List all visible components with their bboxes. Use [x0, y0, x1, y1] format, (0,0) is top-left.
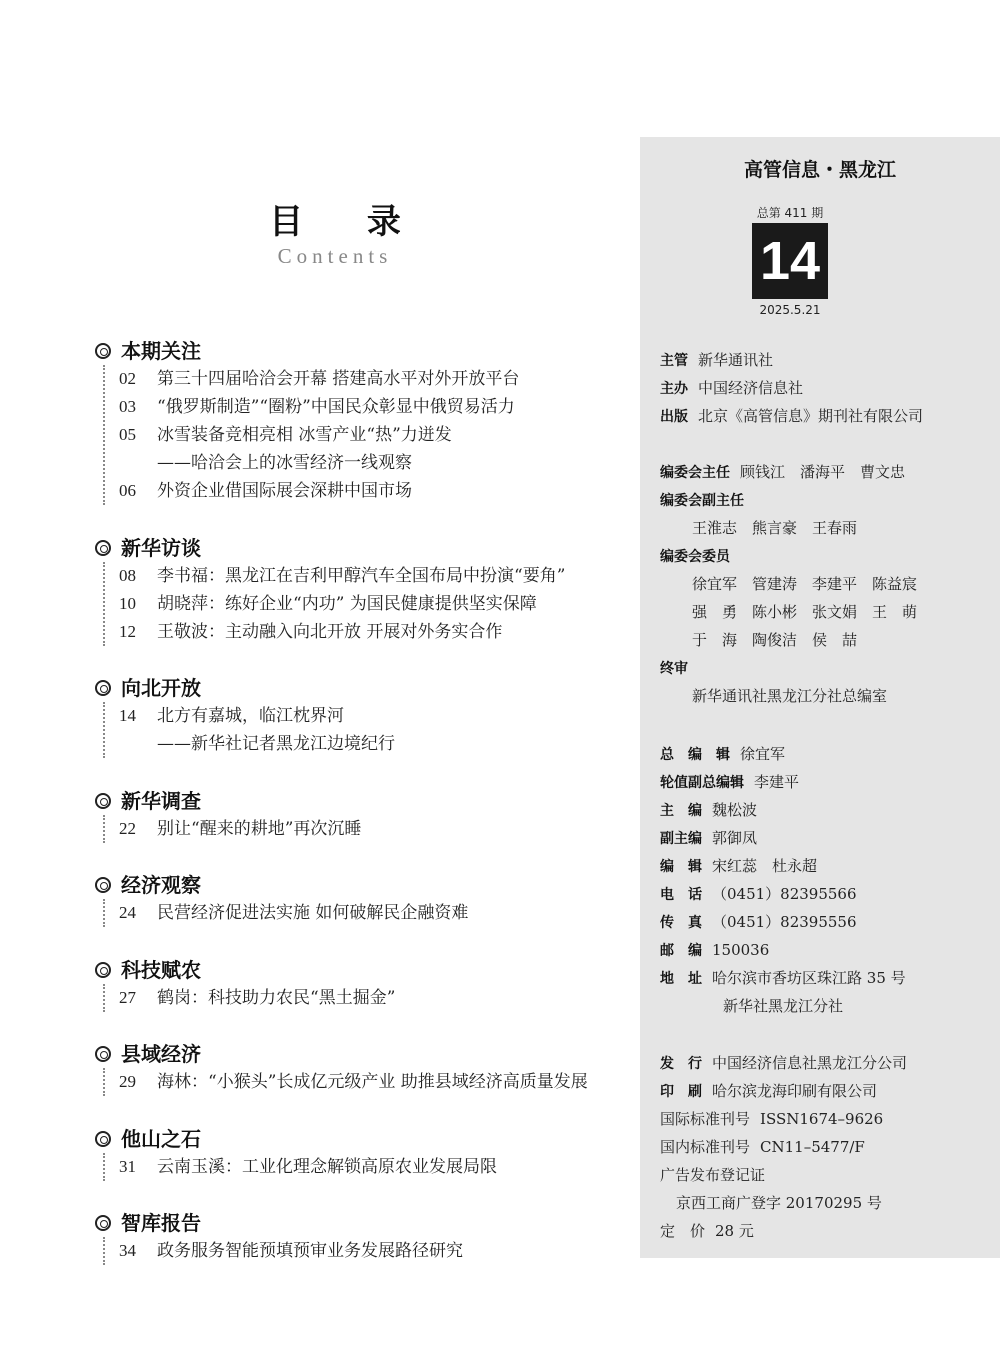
page-number: 29 — [119, 1072, 136, 1091]
toc-entry-subtitle — [119, 449, 640, 477]
final-review-value: 新华通讯社黑龙江分社总编室 — [692, 687, 888, 705]
postcode-value: 150036 — [712, 941, 770, 959]
entry-title: 王敬波：主动融入向北开放 开展对外务实合作 — [157, 622, 503, 642]
masthead-row — [660, 598, 917, 626]
entry-list — [103, 365, 640, 505]
masthead-row — [660, 740, 785, 769]
double-circle-icon — [95, 877, 111, 893]
organizer-value: 中国经济信息社 — [698, 379, 804, 397]
distribution-label: 发 行 — [660, 1056, 702, 1072]
fax-label: 传 真 — [660, 915, 702, 931]
editors-label: 编 辑 — [660, 859, 702, 875]
page-number: 06 — [119, 481, 136, 500]
chief-editor-value: 魏松波 — [712, 801, 758, 819]
masthead-row — [660, 1049, 907, 1078]
masthead-row — [660, 1217, 754, 1245]
editor-in-chief-value: 徐宜军 — [740, 745, 786, 763]
printing-label: 印 刷 — [660, 1084, 702, 1100]
toc-entry[interactable] — [119, 1153, 640, 1181]
page-number: 14 — [119, 706, 136, 725]
masthead-row — [660, 992, 843, 1020]
price-label: 定 价 — [660, 1222, 706, 1240]
toc-entry[interactable] — [119, 365, 640, 393]
toc-entry[interactable] — [119, 477, 640, 505]
entry-title: 李书福：黑龙江在吉利甲醇汽车全国布局中扮演“要角” — [157, 566, 566, 586]
toc-section — [95, 674, 640, 758]
phone-label: 电 话 — [660, 887, 702, 903]
printing-value: 哈尔滨龙海印刷有限公司 — [712, 1082, 878, 1100]
toc-entry[interactable] — [119, 702, 640, 730]
masthead-row — [660, 626, 857, 654]
entry-title: 政务服务智能预填预审业务发展路径研究 — [157, 1241, 463, 1261]
section-title: 智库报告 — [121, 1211, 201, 1235]
board-members-value: 于 海 陶俊洁 侯 喆 — [692, 631, 858, 649]
double-circle-icon — [95, 343, 111, 359]
masthead-row — [660, 824, 757, 853]
issue-number: 14 — [752, 223, 828, 299]
section-heading — [95, 1209, 640, 1237]
entry-list — [103, 899, 640, 927]
masthead-row — [660, 402, 923, 431]
masthead-row — [660, 908, 857, 937]
publisher-value: 北京《高管信息》期刊社有限公司 — [698, 407, 924, 425]
toc-section — [95, 1209, 640, 1265]
page-number: 08 — [119, 566, 136, 585]
masthead-row — [660, 1161, 765, 1189]
toc-entry[interactable] — [119, 393, 640, 421]
section-title: 科技赋农 — [121, 958, 201, 982]
fax-value: （0451）82395556 — [712, 913, 857, 931]
section-heading — [95, 337, 640, 365]
address-label: 地 址 — [660, 971, 702, 987]
entry-title: “俄罗斯制造”“圈粉”中国民众彰显中俄贸易活力 — [157, 397, 515, 417]
toc-subtitle: Contents — [277, 244, 393, 268]
toc-section — [95, 1040, 640, 1096]
section-title: 本期关注 — [121, 339, 201, 363]
issn-label: 国际标准刊号 — [660, 1110, 751, 1128]
toc-entry[interactable] — [119, 421, 640, 449]
cn-label: 国内标准刊号 — [660, 1138, 751, 1156]
section-heading — [95, 534, 640, 562]
page-number: 34 — [119, 1241, 136, 1260]
toc-entry[interactable] — [119, 1237, 640, 1265]
board-chair-value: 顾钱江 潘海平 曹文忠 — [740, 463, 906, 481]
double-circle-icon — [95, 962, 111, 978]
board-vice-value: 王淮志 熊言豪 王春雨 — [692, 519, 858, 537]
sponsor-value: 新华通讯社 — [698, 351, 774, 369]
entry-title: 海林：“小猴头”长成亿元级产业 助推县域经济高质量发展 — [157, 1072, 588, 1092]
toc-entry[interactable] — [119, 984, 640, 1012]
section-heading — [95, 1040, 640, 1068]
section-heading — [95, 1125, 640, 1153]
postcode-label: 邮 编 — [660, 943, 702, 959]
masthead-row — [660, 1077, 877, 1106]
page-number: 02 — [119, 369, 136, 388]
masthead-row — [660, 880, 857, 909]
toc-entry[interactable] — [119, 899, 640, 927]
section-title: 向北开放 — [121, 676, 201, 700]
masthead-row — [660, 542, 730, 571]
masthead-row — [660, 964, 906, 993]
magazine-title: 高管信息・黑龙江 — [743, 159, 896, 181]
page-number: 10 — [119, 594, 136, 613]
sponsor-label: 主管 — [660, 353, 688, 369]
page-number: 03 — [119, 397, 136, 416]
section-title: 新华调查 — [121, 789, 201, 813]
entry-list — [103, 1153, 640, 1181]
page-number: 24 — [119, 903, 136, 922]
masthead-row — [660, 486, 744, 515]
section-heading — [95, 787, 640, 815]
masthead-row — [660, 458, 905, 487]
ad-license-value: 京西工商广登字 20170295 号 — [676, 1194, 882, 1212]
section-heading — [95, 871, 640, 899]
entry-title: 鹤岗：科技助力农民“黑土掘金” — [157, 988, 396, 1008]
ad-license-label: 广告发布登记证 — [660, 1166, 766, 1184]
distribution-value: 中国经济信息社黑龙江分公司 — [712, 1054, 908, 1072]
page-number: 05 — [119, 425, 136, 444]
toc-entry[interactable] — [119, 562, 640, 590]
section-heading — [95, 674, 640, 702]
entry-subtitle: ——新华社记者黑龙江边境纪行 — [157, 734, 395, 754]
section-title: 新华访谈 — [121, 536, 201, 560]
toc-section — [95, 1125, 640, 1181]
entry-list — [103, 1237, 640, 1265]
board-members-value: 徐宜军 管建涛 李建平 陈益宸 — [692, 575, 918, 593]
issue-date: 2025.5.21 — [759, 303, 821, 317]
page-number: 12 — [119, 622, 136, 641]
entry-list — [103, 815, 640, 843]
address-value: 新华社黑龙江分社 — [723, 997, 844, 1015]
masthead-row — [660, 514, 857, 542]
section-heading — [95, 956, 640, 984]
entry-title: 冰雪装备竞相亮相 冰雪产业“热”力迸发 — [157, 425, 452, 445]
toc-section — [95, 337, 640, 505]
masthead-row — [676, 1189, 882, 1217]
editor-in-chief-label: 总 编 辑 — [660, 747, 730, 763]
masthead-row — [660, 768, 799, 797]
publisher-label: 出版 — [660, 409, 688, 425]
masthead-row — [660, 936, 769, 965]
entry-title: 别让“醒来的耕地”再次沉睡 — [157, 819, 362, 839]
masthead-row — [660, 654, 688, 683]
masthead-row — [660, 852, 817, 881]
board-chair-label: 编委会主任 — [660, 465, 730, 481]
toc-section — [95, 956, 640, 1012]
cn-value: CN11–5477/F — [760, 1138, 865, 1156]
toc-entry[interactable] — [119, 618, 640, 646]
address-value: 哈尔滨市香坊区珠江路 35 号 — [712, 969, 906, 987]
toc-header — [240, 200, 430, 268]
board-vice-label: 编委会副主任 — [660, 493, 744, 509]
deputy-editor-value: 郭御凤 — [712, 829, 758, 847]
editors-value: 宋红蕊 杜永超 — [712, 857, 818, 875]
double-circle-icon — [95, 540, 111, 556]
board-members-label: 编委会委员 — [660, 549, 730, 565]
masthead-row — [660, 570, 917, 598]
entry-title: 云南玉溪：工业化理念解锁高原农业发展局限 — [157, 1157, 497, 1177]
entry-title: 民营经济促进法实施 如何破解民企融资难 — [157, 903, 469, 923]
page-number: 22 — [119, 819, 136, 838]
price-value: 28 元 — [715, 1222, 754, 1240]
toc-entry[interactable] — [119, 815, 640, 843]
section-title: 县域经济 — [121, 1042, 201, 1066]
toc-entry[interactable] — [119, 590, 640, 618]
issn-value: ISSN1674–9626 — [760, 1110, 884, 1128]
rotating-editor-label: 轮值副总编辑 — [660, 775, 744, 791]
total-issue: 总第 411 期 — [756, 206, 824, 220]
masthead-row — [660, 1133, 865, 1161]
toc-section — [95, 871, 640, 927]
section-title: 经济观察 — [121, 873, 201, 897]
double-circle-icon — [95, 1215, 111, 1231]
masthead-row — [660, 1105, 883, 1133]
page-number: 27 — [119, 988, 136, 1007]
masthead-row — [660, 346, 773, 375]
entry-title: 第三十四届哈洽会开幕 搭建高水平对外开放平台 — [157, 369, 520, 389]
chief-editor-label: 主 编 — [660, 803, 702, 819]
masthead-row — [660, 682, 887, 710]
entry-title: 外资企业借国际展会深耕中国市场 — [157, 481, 412, 501]
page-number: 31 — [119, 1157, 136, 1176]
masthead-panel — [640, 137, 1000, 1258]
entry-list — [103, 562, 640, 646]
double-circle-icon — [95, 1046, 111, 1062]
toc-section — [95, 787, 640, 843]
toc-title: 目 录 — [269, 202, 427, 242]
entry-title: 胡晓萍：练好企业“内功” 为国民健康提供坚实保障 — [157, 594, 537, 614]
rotating-editor-value: 李建平 — [754, 773, 800, 791]
entry-list — [103, 1068, 640, 1096]
double-circle-icon — [95, 793, 111, 809]
entry-subtitle: ——哈洽会上的冰雪经济一线观察 — [157, 453, 412, 473]
masthead-row — [660, 374, 803, 403]
double-circle-icon — [95, 680, 111, 696]
double-circle-icon — [95, 1131, 111, 1147]
section-title: 他山之石 — [121, 1127, 201, 1151]
phone-value: （0451）82395566 — [712, 885, 857, 903]
board-members-value: 强 勇 陈小彬 张文娟 王 萌 — [692, 603, 918, 621]
organizer-label: 主办 — [660, 381, 688, 397]
toc-entry[interactable] — [119, 1068, 640, 1096]
toc-entry-subtitle — [119, 730, 640, 758]
deputy-editor-label: 副主编 — [660, 831, 702, 847]
toc-section — [95, 534, 640, 646]
entry-title: 北方有嘉城，临江枕界河 — [157, 706, 344, 726]
masthead-row — [660, 796, 757, 825]
final-review-label: 终审 — [660, 661, 688, 677]
entry-list — [103, 702, 640, 758]
entry-list — [103, 984, 640, 1012]
